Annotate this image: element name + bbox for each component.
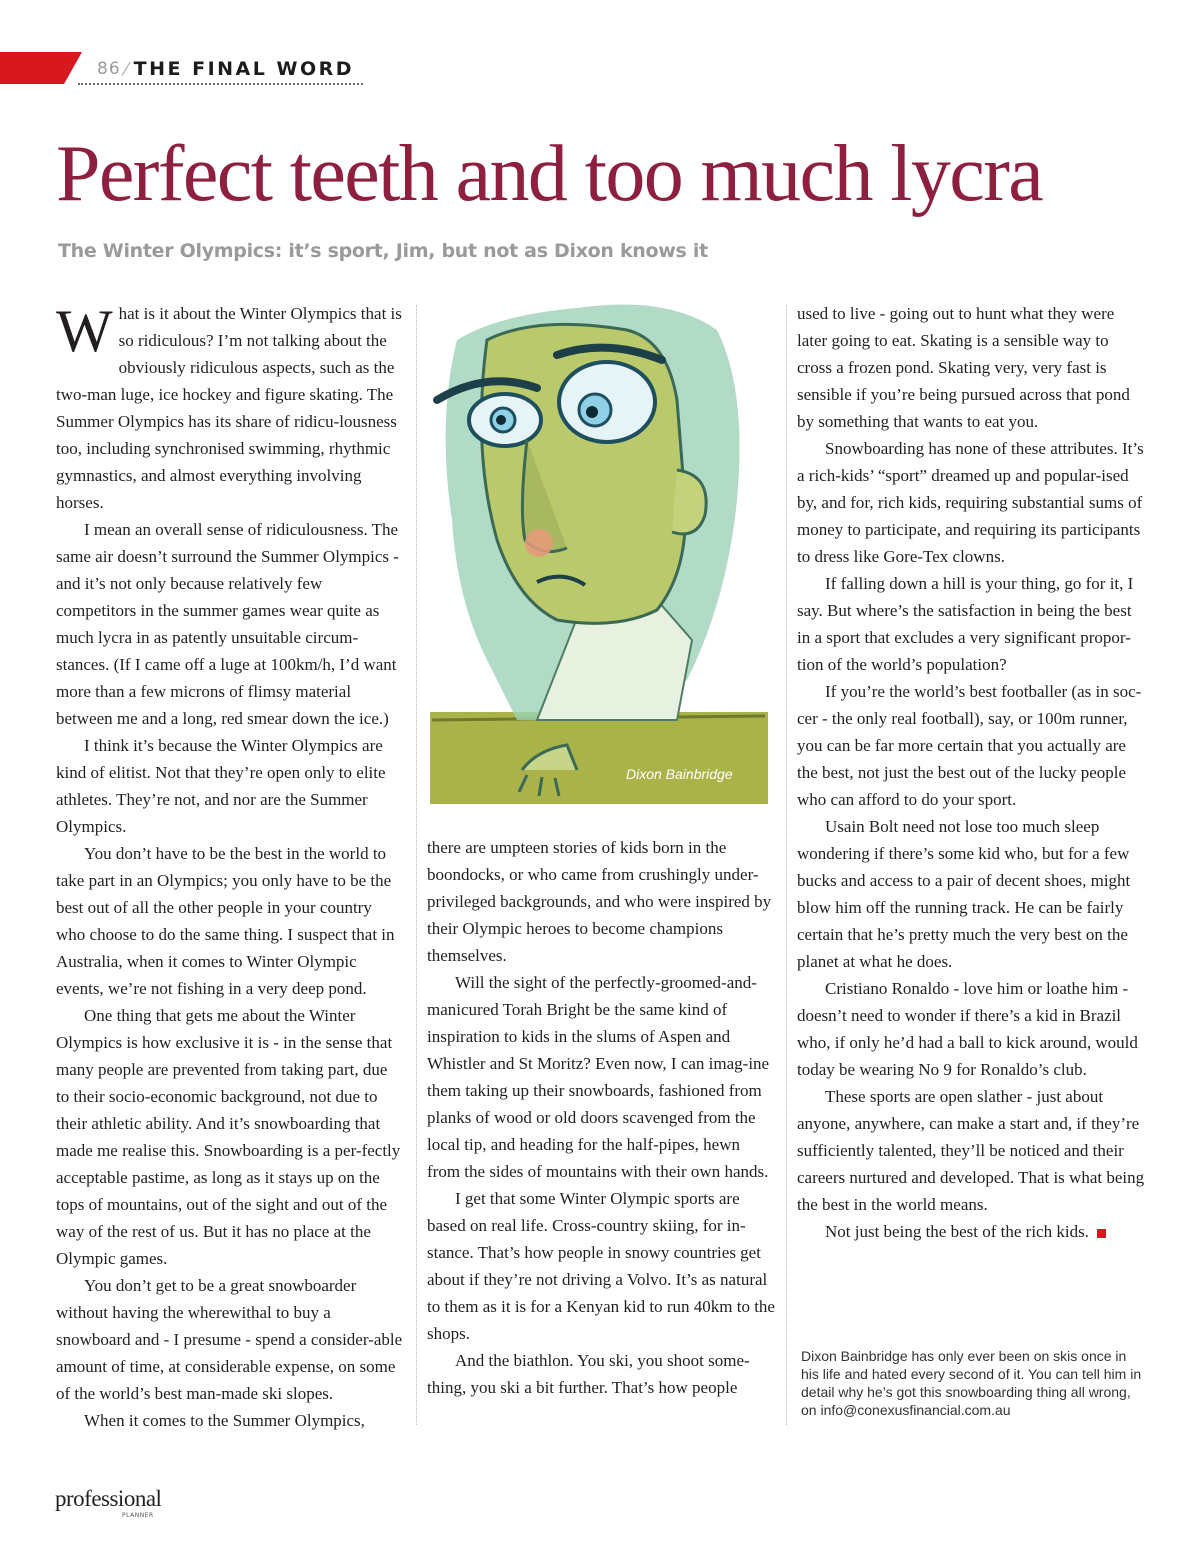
paragraph: Will the sight of the perfectly-groomed-and-manicured Torah Bright be the same kind of inspiration to kids in the slums of Aspen and Whistler and St Moritz? Even now, I can imag-ine them taking up their snowboards, fashioned from planks of wood or old doors scavenged from the local tip, and heading for the half-pipes, hewn from the sides of mountains with their own hands. (427, 973, 770, 1181)
header-dotted-rule (78, 83, 363, 85)
page-header (97, 56, 354, 82)
article-column-1 (56, 300, 404, 1434)
article-column-2 (427, 834, 775, 1401)
drop-cap: W (56, 298, 113, 364)
caricature-illustration (427, 300, 770, 805)
header-divider: ⁄ (124, 58, 128, 80)
article-column-3 (797, 300, 1147, 1245)
paragraph: used to live - going out to hunt what they were later going to eat. Skating is a sensible way to cross a frozen pond. Skating very, very fast is sensible if you’re being pursued across that pond by something that wants to eat you. (797, 304, 1130, 431)
paragraph: One thing that gets me about the Winter Olympics is how exclusive it is - in the sense that many people are prevented from taking part, due to their socio-economic background, not due to their athletic ability. And it’s snowboarding that made me realise this. Snowboarding is a per-fectly acceptable pastime, as long as it stays up on the tops of mountains, out of the sight and out of the way of the rest of us. But it has no place at the Olympic games. (56, 1006, 401, 1268)
paragraph: These sports are open slather - just about anyone, anywhere, can make a start and, if they’re sufficiently talented, they’ll be noticed and their careers nurtured and developed. That is what being the best in the world means. (797, 1087, 1145, 1214)
paragraph: And the biathlon. You ski, you shoot some-thing, you ski a bit further. That’s how people (427, 1351, 750, 1397)
paragraph: Snowboarding has none of these attributes. It’s a rich-kids’ “sport” dreamed up and popular-ised by, and for, rich kids, requiring substantial sums of money to participate, and requiring its participants to dress like Gore-Tex clowns. (797, 439, 1144, 566)
column-divider (416, 305, 417, 1425)
paragraph: I mean an overall sense of ridiculousness. The same air doesn’t surround the Summer Olympics - and it’s not only because relatively few competitors in the summer games wear quite as much lycra in as patently unsuitable circum-stances. (If I came off a luge at 100km/h, I’d want more than a few microns of flimsy material between me and a long, red smear down the ice.) (56, 520, 399, 728)
paragraph: Cristiano Ronaldo - love him or loathe him - doesn’t need to wonder if there’s a kid in Brazil who, if only he’d had a ball to kick around, would today be wearing No 9 for Ronaldo’s club. (797, 979, 1138, 1079)
paragraph: Usain Bolt need not lose too much sleep wondering if there’s some kid who, but for a few bucks and access to a pair of decent shoes, might blow him off the running track. He can be fairly certain that he’s pretty much the very best on the planet at what he does. (797, 817, 1131, 971)
paragraph: You don’t get to be a great snowboarder without having the wherewithal to buy a snowboard and - I presume - spend a consider-able amount of time, at considerable expense, on some of the world’s best man-made ski slopes. (56, 1276, 403, 1403)
column-divider (786, 305, 787, 1425)
page-number: 86 (97, 59, 121, 79)
paragraph: there are umpteen stories of kids born in the boondocks, or who came from crushingly under-privileged backgrounds, and who were inspired by their Olympic heroes to become champions themselves. (427, 838, 772, 965)
paragraph: I get that some Winter Olympic sports are based on real life. Cross-country skiing, for in-stance. That’s how people in snowy countries get about if they’re not driving a Volvo. It’s as natural to them as it is for a Kenyan kid to run 40km to the shops. (427, 1189, 775, 1343)
section-accent-bar (0, 52, 82, 84)
paragraph: When it comes to the Summer Olympics, (84, 1411, 365, 1430)
publication-logo: professional (55, 1486, 162, 1511)
paragraph: You don’t have to be the best in the world to take part in an Olympics; you only have to be the best out of all the other people in your country who choose to do the same thing. I suspect that in Australia, when it comes to Winter Olympic events, we’re not fishing in a very deep pond. (56, 844, 395, 998)
paragraph: I think it’s because the Winter Olympics are kind of elitist. Not that they’re open only to elite athletes. They’re not, and nor are the Summer Olympics. (56, 736, 386, 836)
paragraph: Not just being the best of the rich kids. (797, 1218, 1147, 1245)
illustration-credit: Dixon Bainbridge (626, 766, 733, 782)
illustration-table (430, 712, 768, 804)
end-of-article-mark (1097, 1229, 1106, 1238)
publication-logo-sub: PLANNER (122, 1512, 154, 1519)
author-bio: Dixon Bainbridge has only ever been on skis once in his life and hated every second of it. You can tell him in detail why he’s got this snowboarding thing all wrong, on info@conexusfinancial.com.au (801, 1348, 1142, 1418)
article-subhead: The Winter Olympics: it’s sport, Jim, but not as Dixon knows it (58, 240, 708, 262)
paragraph: If falling down a hill is your thing, go for it, I say. But where’s the satisfaction in being the best in a sport that excludes a very significant propor-tion of the world’s population? (797, 574, 1134, 674)
paragraph: If you’re the world’s best footballer (as in soc-cer - the only real football), say, or 100m runner, you can be far more certain that you actually are the best, not just the best out of the lucky people who can afford to do your sport. (797, 682, 1142, 809)
section-title: THE FINAL WORD (133, 58, 354, 80)
paragraph: What is it about the Winter Olympics that is so ridiculous? I’m not talking about the obviously ridiculous aspects, such as the two-man luge, ice hockey and figure skating. The Summer Olympics has its share of ridicu-lousness too, including synchronised swimming, rhythmic gymnastics, and almost everything involving horses. (56, 298, 402, 512)
article-headline: Perfect teeth and too much lycra (56, 130, 1043, 218)
